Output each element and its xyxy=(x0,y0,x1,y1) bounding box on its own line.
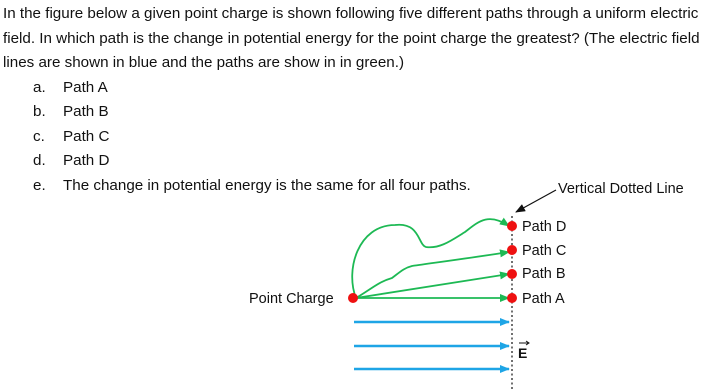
path-c-label: Path C xyxy=(522,243,567,259)
question-text: In the figure below a given point charge is shown following five different paths through a uniform electric field. In which path is the change in potential energy for the point charge the greatest? (The electric field lines are shown in blue and the paths are show in in green.) xyxy=(3,5,700,71)
path-b-endpoint xyxy=(507,269,517,279)
path-d-endpoint xyxy=(507,221,517,231)
choice-text: Path D xyxy=(63,152,110,169)
point-charge xyxy=(348,293,358,303)
path-b-label: Path B xyxy=(522,266,566,282)
path-a-label: Path A xyxy=(522,291,565,307)
choice-text: Path C xyxy=(63,127,110,145)
choice-letter: c. xyxy=(33,127,45,145)
choice-text: Path B xyxy=(63,103,109,120)
path-c-arrow xyxy=(356,252,509,298)
dotted-line-label: Vertical Dotted Line xyxy=(558,181,684,197)
choice-letter: a. xyxy=(33,78,46,96)
choice-text: The change in potential energy is the same for all four paths. xyxy=(63,176,471,194)
choice-letter: d. xyxy=(33,152,46,169)
choice-letter: e. xyxy=(33,176,46,194)
path-a-endpoint xyxy=(507,293,517,303)
field-symbol: E xyxy=(518,345,528,361)
path-b-arrow xyxy=(356,274,509,298)
choice-letter: b. xyxy=(33,103,46,120)
dotted-line-callout-arrow xyxy=(516,190,556,212)
path-c-endpoint xyxy=(507,245,517,255)
point-charge-label: Point Charge xyxy=(249,291,334,307)
path-d-label: Path D xyxy=(522,219,567,235)
choice-text: Path A xyxy=(63,78,108,96)
